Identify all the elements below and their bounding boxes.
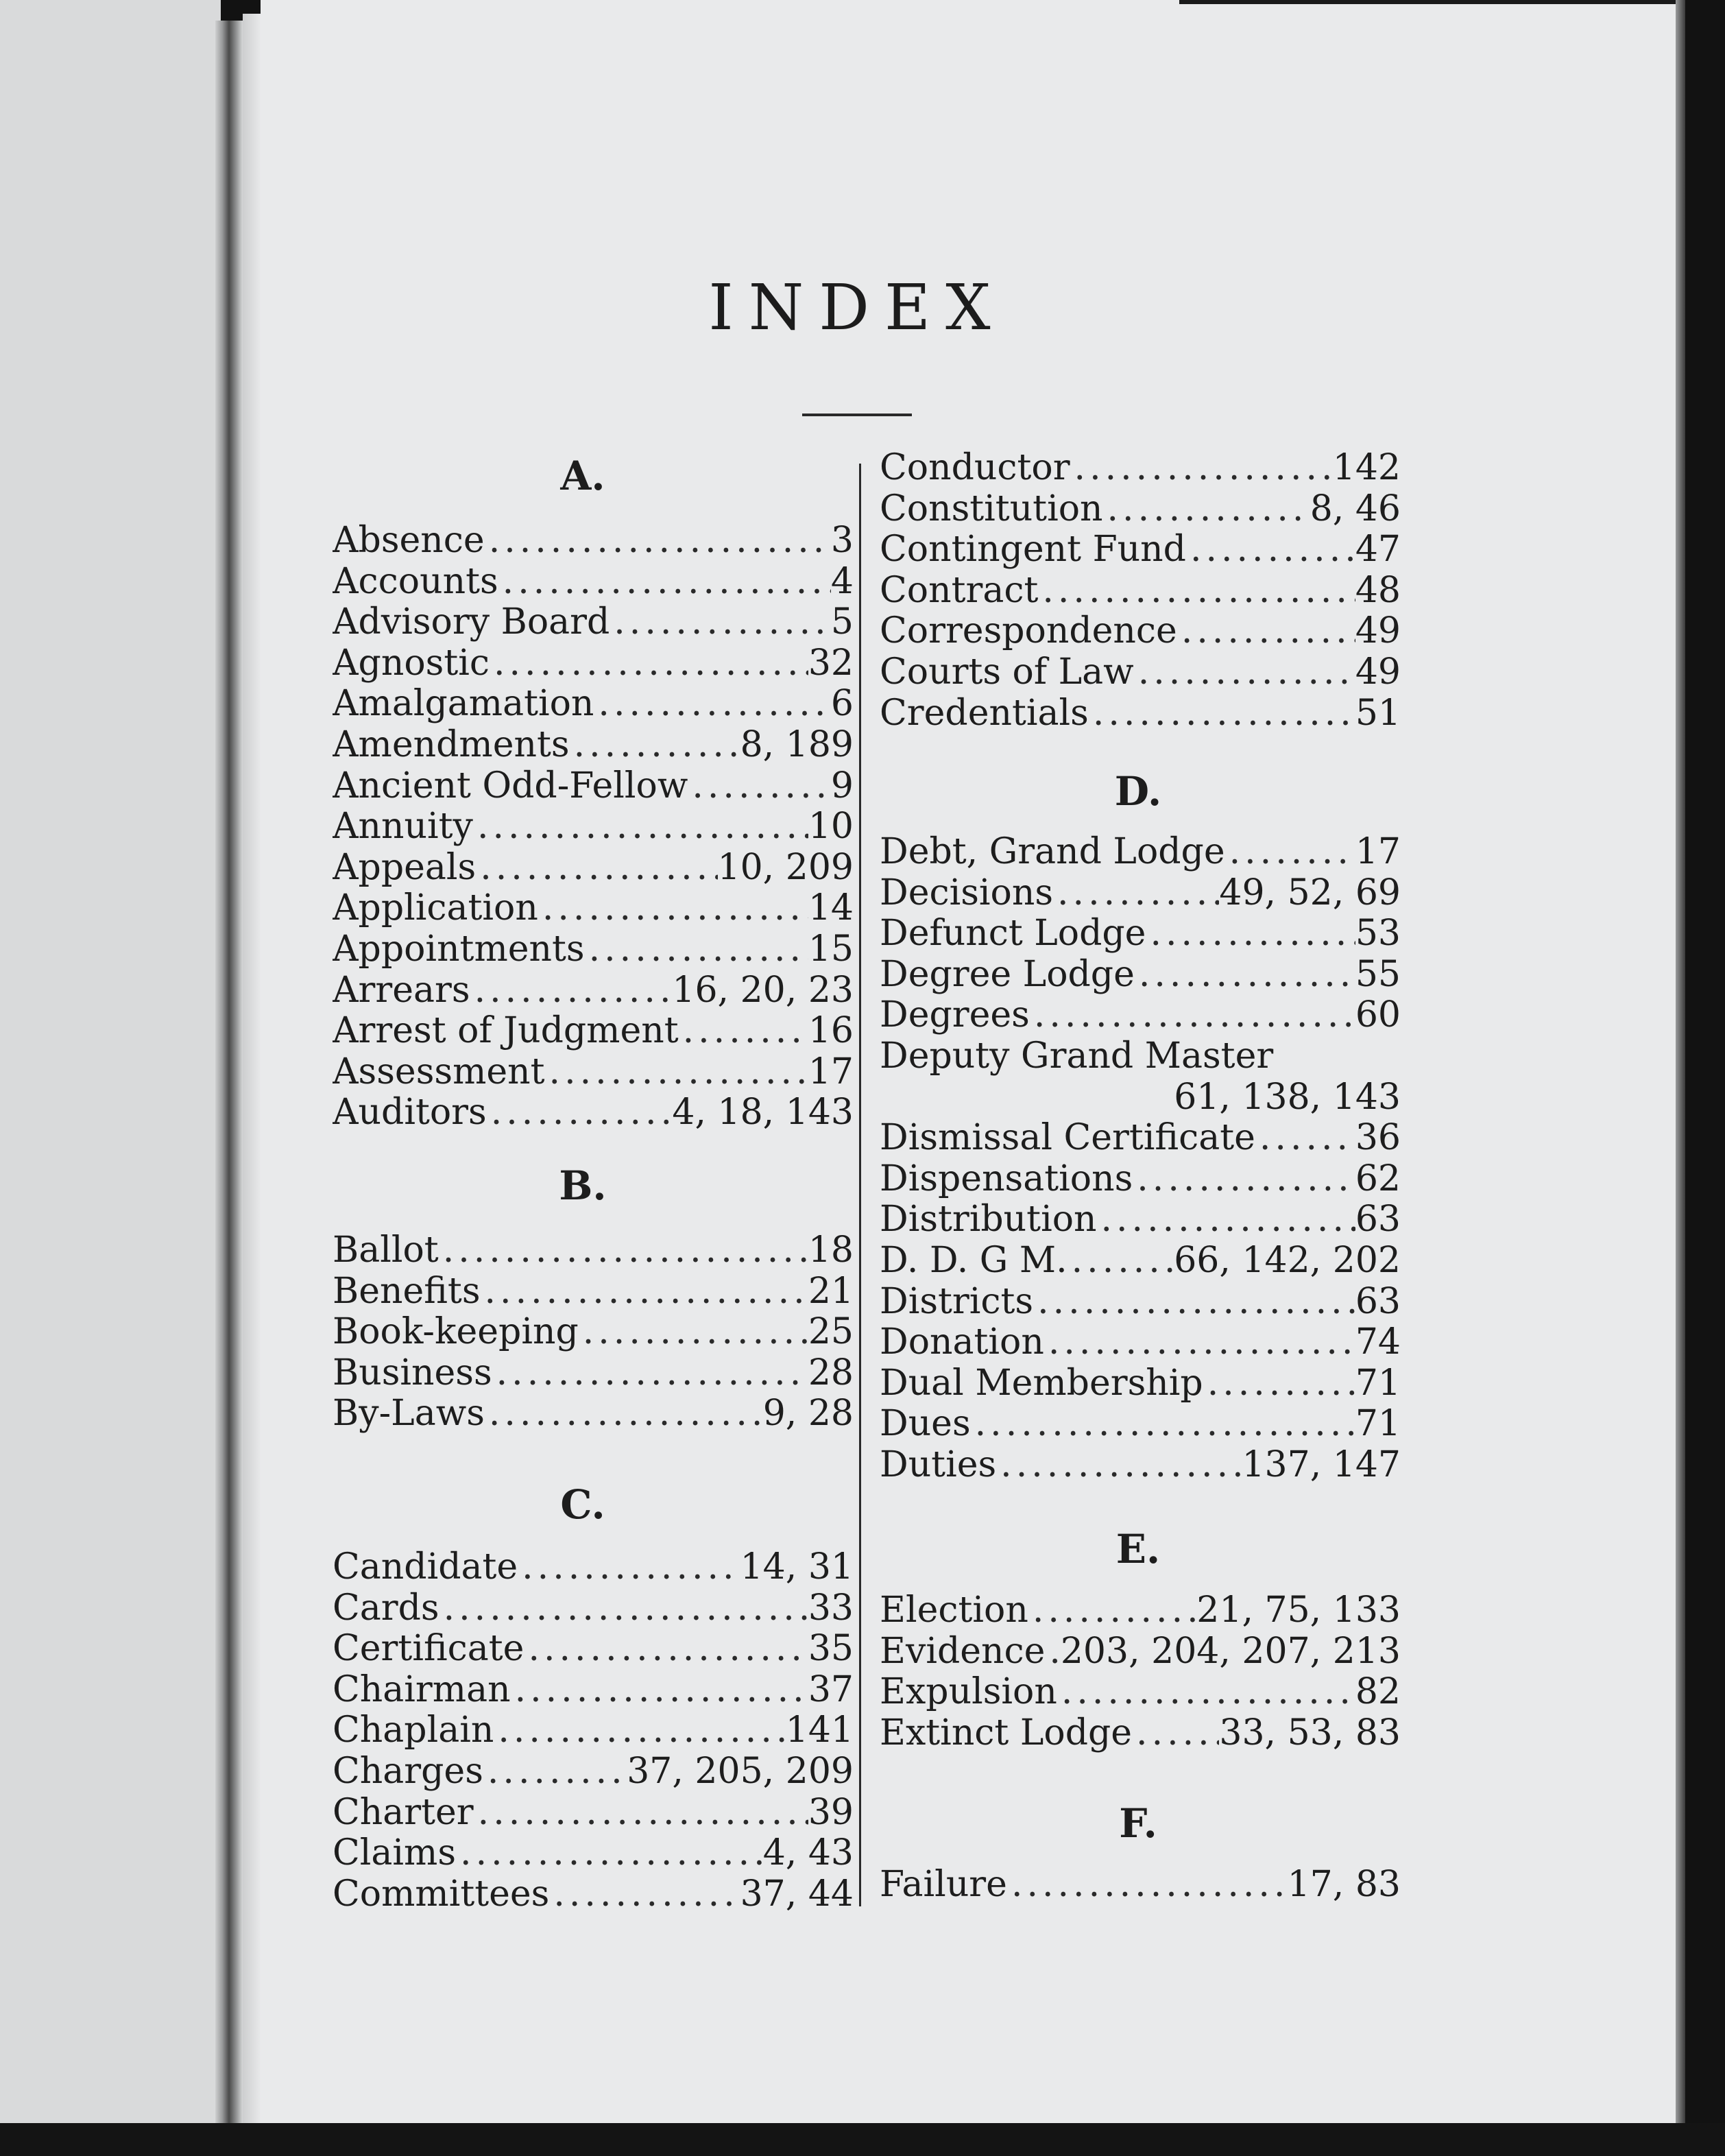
index-page-numbers: 3	[830, 520, 854, 561]
dot-leader	[1103, 488, 1310, 529]
index-page-numbers: 66, 142, 202	[1174, 1240, 1401, 1281]
index-page-numbers: 33	[808, 1588, 854, 1629]
index-term: Election	[880, 1590, 1028, 1631]
index-page-numbers: 71	[1355, 1403, 1401, 1444]
index-page-numbers: 21, 75, 133	[1196, 1590, 1401, 1631]
dot-leader	[679, 1010, 808, 1051]
dot-leader	[1203, 1363, 1355, 1404]
index-entry	[880, 1712, 1401, 1753]
dot-leader	[518, 1546, 740, 1588]
index-term: Distribution	[880, 1199, 1097, 1240]
index-term: Accounts	[333, 561, 498, 602]
index-entry	[333, 1832, 854, 1873]
index-term: Amendments	[333, 724, 570, 765]
index-term: Auditors	[333, 1092, 487, 1133]
dot-leader	[1097, 1199, 1355, 1240]
index-page-numbers: 32	[808, 643, 854, 684]
dot-leader	[481, 1271, 808, 1312]
dot-leader	[511, 1669, 808, 1710]
dot-leader	[1255, 1117, 1355, 1158]
index-term: Constitution	[880, 488, 1103, 529]
index-entry	[880, 872, 1401, 913]
dot-leader	[1057, 1671, 1355, 1712]
dot-leader	[570, 724, 740, 765]
index-entry	[880, 610, 1401, 651]
index-entry	[333, 1092, 854, 1133]
index-term: Annuity	[333, 806, 473, 847]
dot-leader	[439, 1230, 808, 1271]
index-term: Arrest of Judgment	[333, 1010, 679, 1051]
index-page-numbers: 25	[808, 1311, 854, 1352]
dot-leader	[1070, 447, 1333, 488]
index-page-numbers: 51	[1355, 693, 1401, 734]
index-term: Agnostic	[333, 643, 490, 684]
index-entry	[333, 1271, 854, 1312]
index-term: Dues	[880, 1403, 971, 1444]
index-page-numbers: 47	[1355, 529, 1401, 570]
index-term: Claims	[333, 1832, 457, 1873]
index-term: Committees	[333, 1873, 550, 1915]
index-entry	[333, 1051, 854, 1092]
index-term: Dual Membership	[880, 1363, 1203, 1404]
index-entry	[880, 1281, 1401, 1322]
dot-leader	[1038, 570, 1355, 611]
index-page-numbers: 9	[830, 765, 854, 806]
index-page-numbers: 71	[1355, 1363, 1401, 1404]
dot-leader	[610, 601, 831, 643]
index-page-numbers: 28	[808, 1352, 854, 1393]
dot-leader	[549, 1873, 740, 1915]
dot-leader	[487, 1092, 673, 1133]
index-entry	[880, 529, 1401, 570]
index-term: Credentials	[880, 693, 1089, 734]
book-spine	[215, 21, 243, 2123]
index-page-numbers: 4, 43	[762, 1832, 854, 1873]
section-letter: A.	[560, 453, 605, 499]
index-entry	[880, 570, 1401, 611]
index-term: Failure	[880, 1864, 1007, 1905]
scan-border-top	[1179, 0, 1676, 4]
column-divider	[859, 464, 861, 1906]
dot-leader	[996, 1444, 1242, 1485]
index-page-numbers: 74	[1355, 1321, 1401, 1363]
index-page-numbers: 39	[808, 1792, 854, 1833]
index-term: Dismissal Certificate	[880, 1117, 1255, 1158]
dot-leader	[456, 1832, 763, 1873]
index-entry	[333, 1710, 854, 1751]
title-rule	[802, 414, 912, 416]
index-entry	[333, 1230, 854, 1271]
index-entry	[333, 561, 854, 602]
index-entry	[333, 765, 854, 806]
index-term: Amalgamation	[333, 683, 594, 724]
dot-leader	[971, 1403, 1355, 1444]
index-page-numbers: 8, 46	[1310, 488, 1401, 529]
index-entry	[880, 1199, 1401, 1240]
index-term: Arrears	[333, 970, 470, 1011]
dot-leader	[585, 929, 808, 970]
index-page-numbers: 18	[808, 1230, 854, 1271]
index-entry-pages-continued: 61, 138, 143	[1174, 1077, 1401, 1118]
index-page-numbers: 9, 28	[762, 1393, 854, 1434]
index-term: Evidence	[880, 1631, 1046, 1672]
dot-leader	[490, 643, 808, 684]
index-term: Business	[333, 1352, 492, 1393]
index-term: Degrees	[880, 994, 1030, 1035]
index-page-numbers: 203, 204, 207, 213	[1060, 1631, 1401, 1672]
index-entry	[333, 1792, 854, 1833]
index-entry	[880, 1117, 1401, 1158]
section-letter: B.	[559, 1162, 607, 1209]
index-entry	[333, 1010, 854, 1051]
index-page-numbers: 17	[808, 1051, 854, 1092]
index-page-numbers: 49	[1355, 651, 1401, 693]
dot-leader	[1044, 1321, 1355, 1363]
index-page-numbers: 63	[1355, 1199, 1401, 1240]
dot-leader	[492, 1352, 808, 1393]
dot-leader	[1132, 1712, 1219, 1753]
index-page-numbers: 49	[1355, 610, 1401, 651]
index-term: By-Laws	[333, 1393, 485, 1434]
page-gutter	[243, 14, 261, 2123]
index-entry	[880, 994, 1401, 1035]
index-entry	[333, 929, 854, 970]
dot-leader	[1133, 1158, 1355, 1199]
index-page-numbers: 17, 83	[1287, 1864, 1401, 1905]
index-entry	[880, 1671, 1401, 1712]
index-term: Districts	[880, 1281, 1034, 1322]
dot-leader	[545, 1051, 808, 1092]
section-letter: E.	[1115, 1526, 1161, 1572]
index-page-numbers: 6	[830, 683, 854, 724]
index-entry	[880, 954, 1401, 995]
index-term: Degree Lodge	[880, 954, 1135, 995]
index-page-numbers: 37, 44	[740, 1873, 854, 1915]
dot-leader	[1067, 1240, 1174, 1281]
index-entry	[880, 1240, 1401, 1281]
index-entry	[333, 601, 854, 643]
index-entry	[880, 1444, 1401, 1485]
dot-leader	[485, 520, 831, 561]
index-entry	[333, 683, 854, 724]
index-entry	[333, 1873, 854, 1915]
index-page-numbers: 35	[808, 1628, 854, 1669]
index-page-numbers: 37	[808, 1669, 854, 1710]
index-entry	[880, 1590, 1401, 1631]
dot-leader	[1053, 872, 1219, 913]
index-page-numbers: 36	[1355, 1117, 1401, 1158]
index-term: Deputy Grand Master	[880, 1035, 1274, 1077]
index-page-numbers: 5	[830, 601, 854, 643]
index-term: Ancient Odd-Fellow	[333, 765, 688, 806]
index-page-numbers: 60	[1355, 994, 1401, 1035]
dot-leader	[1028, 1590, 1196, 1631]
dot-leader	[1045, 1631, 1060, 1672]
index-entry	[333, 887, 854, 929]
index-entry	[880, 1864, 1401, 1905]
index-term: Appeals	[333, 847, 477, 888]
index-entry	[333, 806, 854, 847]
dot-leader	[1134, 651, 1355, 693]
index-term: Expulsion	[880, 1671, 1057, 1712]
index-entry	[333, 1588, 854, 1629]
index-term: Conductor	[880, 447, 1070, 488]
dot-leader	[1135, 954, 1355, 995]
dot-leader	[1225, 831, 1355, 872]
index-page-numbers: 62	[1355, 1158, 1401, 1199]
index-entry	[333, 1751, 854, 1792]
index-term: Application	[333, 887, 538, 929]
index-entry	[880, 1631, 1401, 1672]
dot-leader	[498, 561, 831, 602]
index-page-numbers: 21	[808, 1271, 854, 1312]
index-entry	[880, 1158, 1401, 1199]
index-term: Defunct Lodge	[880, 913, 1146, 954]
page-edge	[1676, 0, 1685, 2123]
scan-border-bottom	[0, 2123, 1725, 2156]
index-entry	[333, 970, 854, 1011]
index-entry	[333, 724, 854, 765]
index-term: Correspondence	[880, 610, 1177, 651]
index-entry	[333, 1352, 854, 1393]
index-entry	[333, 1546, 854, 1588]
dot-leader	[473, 806, 808, 847]
index-entry	[880, 488, 1401, 529]
index-term: Extinct Lodge	[880, 1712, 1133, 1753]
index-term: Contingent Fund	[880, 529, 1186, 570]
index-term: Charter	[333, 1792, 474, 1833]
index-entry	[333, 847, 854, 888]
dot-leader	[1033, 1281, 1355, 1322]
index-page-numbers: 49, 52, 69	[1219, 872, 1401, 913]
index-term: Appointments	[333, 929, 585, 970]
index-page-numbers: 137, 147	[1242, 1444, 1401, 1485]
dot-leader	[1007, 1864, 1288, 1905]
section-letter: C.	[560, 1481, 605, 1528]
page-title: INDEX	[708, 271, 1006, 344]
index-term: Charges	[333, 1751, 483, 1792]
index-entry	[333, 1669, 854, 1710]
dot-leader	[483, 1751, 627, 1792]
index-term: Ballot	[333, 1230, 439, 1271]
index-term: Dispensations	[880, 1158, 1133, 1199]
index-page-numbers: 4	[830, 561, 854, 602]
dot-leader	[1177, 610, 1355, 651]
index-entry	[880, 693, 1401, 734]
dot-leader	[439, 1588, 808, 1629]
index-page-numbers: 33, 53, 83	[1219, 1712, 1401, 1753]
dot-leader	[1030, 994, 1355, 1035]
index-page-numbers: 4, 18, 143	[672, 1092, 854, 1133]
index-entry	[880, 913, 1401, 954]
index-entry	[880, 1035, 1401, 1077]
index-page-numbers: 14	[808, 887, 854, 929]
index-term: Book-keeping	[333, 1311, 579, 1352]
index-page-numbers: 17	[1355, 831, 1401, 872]
dot-leader	[476, 847, 717, 888]
section-letter: F.	[1119, 1800, 1157, 1847]
index-page-numbers: 53	[1355, 913, 1401, 954]
index-entry	[333, 1311, 854, 1352]
index-term: Contract	[880, 570, 1039, 611]
index-entry	[880, 1363, 1401, 1404]
index-page-numbers: 37, 205, 209	[627, 1751, 854, 1792]
index-entry	[333, 520, 854, 561]
index-term: Absence	[333, 520, 485, 561]
index-term: Decisions	[880, 872, 1054, 913]
dot-leader	[579, 1311, 808, 1352]
index-term: Benefits	[333, 1271, 481, 1312]
dot-leader	[594, 683, 830, 724]
index-page-numbers: 142	[1332, 447, 1401, 488]
index-term: Donation	[880, 1321, 1044, 1363]
index-entry	[880, 447, 1401, 488]
facing-page	[0, 0, 221, 2123]
index-entry	[333, 643, 854, 684]
index-term: Cards	[333, 1588, 439, 1629]
index-term: Duties	[880, 1444, 997, 1485]
dot-leader	[485, 1393, 763, 1434]
index-entry	[880, 651, 1401, 693]
index-term: Chaplain	[333, 1710, 494, 1751]
index-term: D. D. G M.	[880, 1240, 1067, 1281]
index-page-numbers: 63	[1355, 1281, 1401, 1322]
index-page-numbers: 15	[808, 929, 854, 970]
index-page-numbers: 82	[1355, 1671, 1401, 1712]
index-term: Candidate	[333, 1546, 518, 1588]
index-page-numbers: 10, 209	[717, 847, 854, 888]
dot-leader	[470, 970, 673, 1011]
index-page-numbers: 141	[785, 1710, 854, 1751]
dot-leader	[1186, 529, 1355, 570]
index-term: Advisory Board	[333, 601, 610, 643]
index-page-numbers: 55	[1355, 954, 1401, 995]
dot-leader	[1089, 693, 1355, 734]
index-page-numbers: 10	[808, 806, 854, 847]
index-term: Chairman	[333, 1669, 511, 1710]
index-entry	[880, 831, 1401, 872]
index-term: Debt, Grand Lodge	[880, 831, 1225, 872]
dot-leader	[1146, 913, 1355, 954]
dot-leader	[494, 1710, 785, 1751]
index-term: Assessment	[333, 1051, 545, 1092]
dot-leader	[538, 887, 808, 929]
index-term: Certificate	[333, 1628, 524, 1669]
index-term: Courts of Law	[880, 651, 1134, 693]
index-entry	[880, 1403, 1401, 1444]
index-page-numbers: 8, 189	[740, 724, 854, 765]
index-entry	[333, 1628, 854, 1669]
index-page-numbers: 16	[808, 1010, 854, 1051]
index-page-numbers: 14, 31	[740, 1546, 854, 1588]
index-page-numbers: 48	[1355, 570, 1401, 611]
index-entry	[333, 1393, 854, 1434]
index-page-numbers: 16, 20, 23	[672, 970, 854, 1011]
index-entry	[880, 1321, 1401, 1363]
dot-leader	[474, 1792, 808, 1833]
section-letter: D.	[1114, 768, 1162, 815]
dot-leader	[524, 1628, 808, 1669]
dot-leader	[688, 765, 831, 806]
